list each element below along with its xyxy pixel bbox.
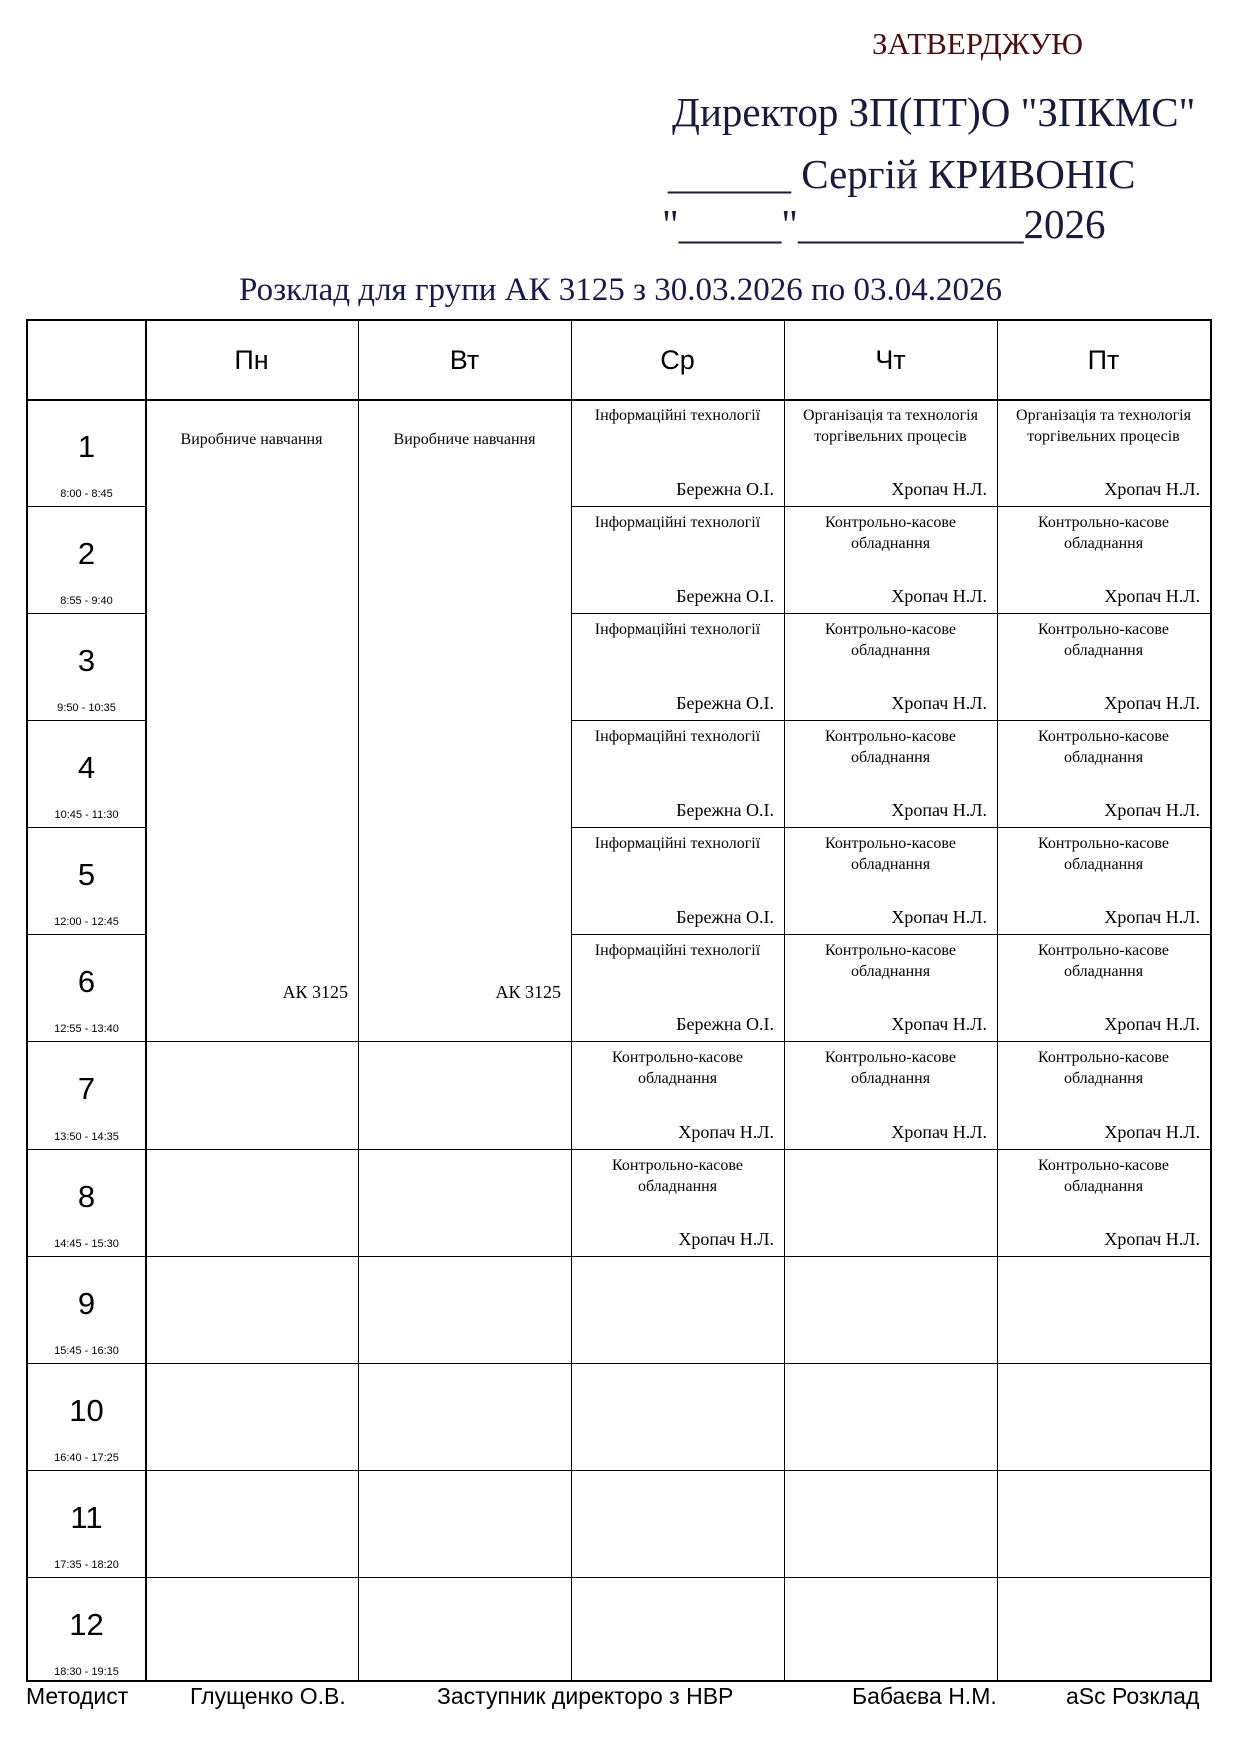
lesson-cell[interactable] — [784, 1041, 997, 1148]
row-divider — [784, 1363, 997, 1364]
row-divider — [145, 1149, 358, 1150]
period-number: 6 — [77, 964, 96, 1000]
lesson-teacher: Хропач Н.Л. — [1104, 800, 1200, 821]
approval-director: Директор ЗП(ПТ)О "ЗПКМС" — [672, 89, 1196, 135]
lesson-cell[interactable] — [784, 399, 997, 506]
row-divider — [145, 1470, 358, 1471]
row-divider — [28, 720, 145, 721]
period-time: 18:30 - 19:15 — [54, 1665, 119, 1678]
lesson-cell[interactable] — [997, 399, 1210, 506]
row-divider — [145, 1256, 358, 1257]
lesson-cell[interactable] — [784, 613, 997, 720]
lesson-cell[interactable] — [571, 934, 784, 1041]
lesson-teacher: Хропач Н.Л. — [1104, 693, 1200, 714]
period-number: 11 — [70, 1499, 103, 1535]
period-number: 2 — [77, 536, 96, 572]
lesson-teacher: Хропач Н.Л. — [1104, 1121, 1200, 1142]
period-number: 3 — [77, 643, 96, 679]
period-number: 8 — [77, 1178, 96, 1214]
footer-deputy-name: Бабаєва Н.М. — [852, 1683, 997, 1709]
day-header: Чт — [875, 344, 906, 375]
day-header: Вт — [449, 344, 480, 375]
lesson-teacher: Хропач Н.Л. — [891, 586, 987, 607]
period-time: 16:40 - 17:25 — [54, 1451, 119, 1464]
footer-methodist-label: Методист — [26, 1683, 129, 1709]
lesson-cell[interactable] — [997, 934, 1210, 1041]
lesson-subject: Організація та технологія торгівельних процесів — [803, 407, 978, 445]
period-cell — [28, 613, 145, 720]
lesson-teacher: Хропач Н.Л. — [678, 1121, 774, 1142]
row-divider — [145, 1577, 358, 1578]
period-cell — [28, 934, 145, 1041]
row-divider — [358, 1149, 571, 1150]
lesson-block[interactable] — [358, 399, 571, 1041]
lesson-cell[interactable] — [571, 399, 784, 506]
period-number: 10 — [69, 1392, 104, 1428]
lesson-subject: Контрольно-касове обладнання — [1038, 1049, 1169, 1088]
lesson-subject: Контрольно-касове обладнання — [1038, 621, 1169, 660]
lesson-subject: Контрольно-касове обладнання — [825, 1049, 956, 1088]
lesson-subject: Інформаційні технології — [594, 728, 761, 746]
approval-signature-line: ______ Сергій КРИВОНІС — [668, 151, 1136, 197]
schedule-grid — [26, 319, 1212, 1682]
lesson-subject: Контрольно-касове обладнання — [825, 621, 956, 660]
lesson-cell[interactable] — [571, 613, 784, 720]
period-number: 5 — [77, 857, 96, 893]
lesson-cell[interactable] — [997, 613, 1210, 720]
footer — [0, 1683, 1241, 1713]
lesson-teacher: Хропач Н.Л. — [891, 800, 987, 821]
lesson-cell[interactable] — [571, 827, 784, 934]
lesson-cell[interactable] — [571, 720, 784, 827]
period-cell — [28, 1256, 145, 1363]
row-divider — [28, 934, 145, 935]
lesson-cell[interactable] — [571, 506, 784, 613]
lesson-cell[interactable] — [997, 1149, 1210, 1256]
lesson-subject: Контрольно-касове обладнання — [1038, 942, 1169, 981]
row-divider — [358, 1470, 571, 1471]
lesson-cell[interactable] — [997, 1041, 1210, 1148]
lesson-cell[interactable] — [784, 506, 997, 613]
row-divider — [358, 1577, 571, 1578]
period-time: 17:35 - 18:20 — [54, 1558, 119, 1571]
period-number: 4 — [77, 750, 96, 786]
lesson-teacher: Бережна О.І. — [676, 800, 774, 821]
period-time: 14:45 - 15:30 — [54, 1237, 119, 1250]
lesson-cell[interactable] — [997, 506, 1210, 613]
period-time: 15:45 - 16:30 — [54, 1344, 119, 1357]
period-number: 7 — [77, 1071, 96, 1107]
lesson-subject: Контрольно-касове обладнання — [612, 1049, 743, 1088]
row-divider — [28, 1041, 145, 1042]
row-divider — [28, 506, 145, 507]
approval-date-line: "_____"___________2026 — [662, 201, 1106, 247]
lesson-cell[interactable] — [784, 934, 997, 1041]
row-divider — [571, 1363, 784, 1364]
row-divider — [997, 1470, 1210, 1471]
footer-deputy-label: Заступник директоро з НВР — [437, 1683, 734, 1709]
approval-title: ЗАТВЕРДЖУЮ — [872, 26, 1083, 61]
period-time: 8:00 - 8:45 — [60, 488, 113, 501]
day-header: Пн — [234, 344, 269, 375]
lesson-teacher: Хропач Н.Л. — [891, 693, 987, 714]
day-header: Пт — [1087, 344, 1120, 375]
lesson-cell[interactable] — [571, 1041, 784, 1148]
period-cell — [28, 1041, 145, 1148]
lesson-group: АК 3125 — [282, 982, 348, 1003]
row-divider — [358, 1041, 571, 1042]
row-divider — [997, 1577, 1210, 1578]
lesson-subject: Інформаційні технології — [594, 835, 761, 853]
lesson-cell[interactable] — [997, 720, 1210, 827]
row-divider — [997, 1256, 1210, 1257]
lesson-subject: Контрольно-касове обладнання — [1038, 728, 1169, 767]
row-divider — [358, 1256, 571, 1257]
lesson-subject: Інформаційні технології — [594, 942, 761, 960]
footer-software: aSc Розклад — [1066, 1683, 1200, 1709]
lesson-subject: Виробниче навчання — [180, 431, 323, 448]
lesson-subject: Інформаційні технології — [594, 514, 761, 532]
lesson-teacher: Хропач Н.Л. — [678, 1228, 774, 1249]
lesson-teacher: Хропач Н.Л. — [891, 479, 987, 500]
lesson-teacher: Хропач Н.Л. — [891, 1014, 987, 1035]
row-divider — [784, 1256, 997, 1257]
period-time: 12:55 - 13:40 — [54, 1023, 119, 1036]
row-divider — [28, 1470, 145, 1471]
lesson-teacher: Хропач Н.Л. — [1104, 479, 1200, 500]
lesson-group: АК 3125 — [495, 982, 561, 1003]
period-cell — [28, 827, 145, 934]
lesson-teacher: Хропач Н.Л. — [1104, 1228, 1200, 1249]
period-cell — [28, 506, 145, 613]
lesson-subject: Інформаційні технології — [594, 407, 761, 424]
lesson-block[interactable] — [145, 399, 358, 1041]
row-divider — [28, 1363, 145, 1364]
lesson-teacher: Бережна О.І. — [676, 693, 774, 714]
lesson-teacher: Хропач Н.Л. — [1104, 1014, 1200, 1035]
row-divider — [571, 1470, 784, 1471]
period-cell — [28, 1363, 145, 1470]
lesson-cell[interactable] — [571, 1149, 784, 1256]
day-header: Ср — [660, 344, 695, 375]
period-cell — [28, 399, 145, 506]
lesson-teacher: Бережна О.І. — [676, 907, 774, 928]
schedule-title: Розклад для групи АК 3125 з 30.03.2026 по 03.04.2026 — [239, 272, 1002, 308]
lesson-cell[interactable] — [784, 827, 997, 934]
row-divider — [784, 1577, 997, 1578]
period-number: 9 — [77, 1285, 96, 1321]
lesson-teacher: Бережна О.І. — [676, 1014, 774, 1035]
row-divider — [571, 1577, 784, 1578]
row-divider — [997, 1363, 1210, 1364]
lesson-subject: Контрольно-касове обладнання — [825, 514, 956, 553]
row-divider — [358, 1363, 571, 1364]
lesson-teacher: Хропач Н.Л. — [891, 907, 987, 928]
footer-methodist-name: Глущенко О.В. — [190, 1683, 346, 1709]
lesson-cell[interactable] — [997, 827, 1210, 934]
lesson-subject: Контрольно-касове обладнання — [825, 835, 956, 874]
lesson-subject: Контрольно-касове обладнання — [1038, 514, 1169, 553]
period-cell — [28, 1470, 145, 1577]
lesson-subject: Інформаційні технології — [594, 621, 761, 639]
row-divider — [28, 613, 145, 614]
row-divider — [571, 1256, 784, 1257]
row-divider — [784, 1149, 997, 1150]
lesson-teacher: Хропач Н.Л. — [891, 1121, 987, 1142]
period-time: 8:55 - 9:40 — [60, 595, 113, 608]
row-divider — [145, 1041, 358, 1042]
period-number: 12 — [69, 1606, 104, 1642]
period-time: 12:00 - 12:45 — [54, 916, 119, 929]
lesson-cell[interactable] — [784, 720, 997, 827]
period-cell — [28, 1149, 145, 1256]
lesson-teacher: Хропач Н.Л. — [1104, 586, 1200, 607]
row-divider — [28, 1256, 145, 1257]
lesson-teacher: Хропач Н.Л. — [1104, 907, 1200, 928]
row-divider — [145, 1363, 358, 1364]
row-divider — [28, 827, 145, 828]
lesson-subject: Контрольно-касове обладнання — [825, 942, 956, 981]
lesson-subject: Контрольно-касове обладнання — [825, 728, 956, 767]
period-cell — [28, 1577, 145, 1684]
lesson-subject: Контрольно-касове обладнання — [1038, 835, 1169, 874]
lesson-subject: Організація та технологія торгівельних процесів — [1016, 407, 1191, 445]
period-time: 9:50 - 10:35 — [57, 702, 116, 715]
lesson-subject: Контрольно-касове обладнання — [612, 1156, 743, 1195]
lesson-teacher: Бережна О.І. — [676, 586, 774, 607]
row-divider — [784, 1470, 997, 1471]
row-divider — [28, 1577, 145, 1578]
period-number: 1 — [77, 429, 96, 464]
row-divider — [28, 1149, 145, 1150]
lesson-subject: Виробниче навчання — [393, 431, 536, 448]
lesson-teacher: Бережна О.І. — [676, 479, 774, 500]
period-cell — [28, 720, 145, 827]
period-time: 10:45 - 11:30 — [54, 809, 119, 822]
lesson-subject: Контрольно-касове обладнання — [1038, 1156, 1169, 1195]
period-time: 13:50 - 14:35 — [54, 1130, 119, 1143]
